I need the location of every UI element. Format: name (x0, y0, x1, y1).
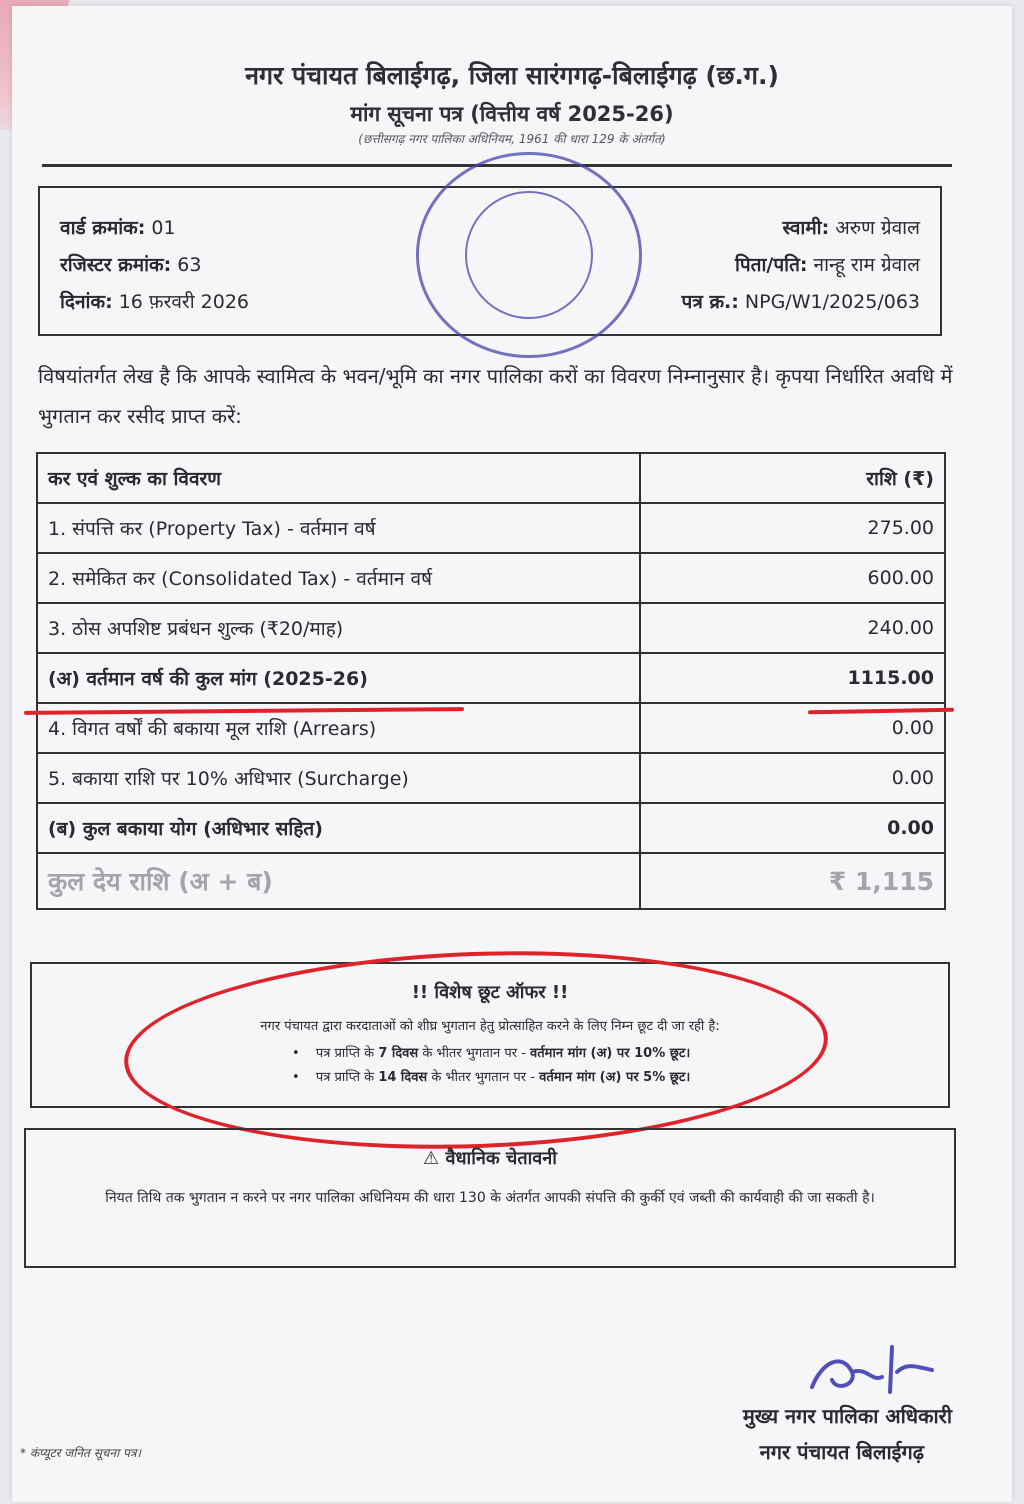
warning-title-text: वैधानिक चेतावनी (445, 1148, 557, 1169)
officer-designation: मुख्य नगर पालिका अधिकारी (742, 1404, 952, 1428)
row-amount: 0.00 (640, 803, 945, 853)
computer-generated-note: * कंप्यूटर जनित सूचना पत्र। (20, 1446, 142, 1460)
table-row (37, 753, 945, 803)
owner-value: अरुण ग्रेवाल (835, 217, 920, 239)
signature-scribble (802, 1342, 942, 1402)
legal-warning-box (24, 1128, 956, 1268)
row-amount: 1115.00 (640, 653, 945, 703)
seal-inner-ring (465, 191, 593, 319)
offer-description: नगर पंचायत द्वारा करदाताओं को शीघ्र भुगतान हेतु प्रोत्साहित करने के लिए निम्न छूट दी जा रही है: (260, 1019, 720, 1034)
row-amount: 240.00 (640, 603, 945, 653)
father-label: पिता/पति: (734, 254, 808, 276)
current-demand-total-row (37, 653, 945, 703)
row-amount: ₹ 1,115 (640, 853, 945, 909)
row-desc: 2. समेकित कर (Consolidated Tax) - वर्तमान वर्ष (37, 553, 640, 603)
offer-item-text: के भीतर भुगतान पर - (431, 1070, 535, 1085)
row-desc: कुल देय राशि (अ + ब) (37, 853, 640, 909)
row-desc: 1. संपत्ति कर (Property Tax) - वर्तमान वर्ष (37, 503, 640, 553)
header-desc: कर एवं शुल्क का विवरण (37, 453, 640, 503)
owner-row (682, 210, 920, 247)
register-row (60, 247, 249, 284)
table-header-row (37, 453, 945, 503)
letter-label: पत्र क्र.: (681, 291, 739, 313)
demand-notice-paper (12, 6, 1012, 1502)
row-desc: (अ) वर्तमान वर्ष की कुल मांग (2025-26) (37, 653, 640, 703)
row-desc: 5. बकाया राशि पर 10% अधिभार (Surcharge) (37, 753, 640, 803)
offer-item-text: पत्र प्राप्ति के (315, 1070, 375, 1085)
info-right-column (682, 210, 920, 321)
notice-subtitle: मांग सूचना पत्र (वित्तीय वर्ष 2025-26) (350, 102, 674, 126)
office-seal-stamp (416, 152, 642, 358)
row-amount: 275.00 (640, 503, 945, 553)
row-desc: (ब) कुल बकाया योग (अधिभार सहित) (37, 803, 640, 853)
arrears-total-row (37, 803, 945, 853)
offer-item-discount: वर्तमान मांग (अ) पर 10% छूट। (530, 1046, 691, 1061)
warning-icon: ⚠ (423, 1148, 440, 1169)
warning-text: नियत तिथि तक भुगतान न करने पर नगर पालिका अधिनियम की धारा 130 के अंतर्गत आपकी संपत्ति की कुर्की एवं जब्ती की कार्यवाही की जा सकती है। (105, 1190, 875, 1206)
table-row (37, 603, 945, 653)
row-amount: 0.00 (640, 753, 945, 803)
father-row (682, 247, 920, 284)
offer-title: !! विशेष छूट ऑफर !! (411, 982, 569, 1003)
offer-item-days: 7 दिवस (378, 1046, 419, 1061)
warning-title (26, 1146, 954, 1170)
owner-label: स्वामी: (782, 217, 830, 239)
offer-item-text: के भीतर भुगतान पर - (422, 1046, 526, 1061)
register-value: 63 (177, 254, 202, 276)
row-desc: 4. विगत वर्षों की बकाया मूल राशि (Arrears) (37, 703, 640, 753)
intro-paragraph: विषयांतर्गत लेख है कि आपके स्वामित्व के भवन/भूमि का नगर पालिका करों का विवरण निम्नानुसार है। कृपया निर्धारित अवधि में भुगतान कर रसीद प्राप्त करें: (38, 364, 953, 428)
grand-total-row (37, 853, 945, 909)
officer-office: नगर पंचायत बिलाईगढ़ (759, 1440, 924, 1464)
date-row (60, 284, 249, 321)
letter-row (682, 284, 920, 321)
date-value: 16 फ़रवरी 2026 (118, 291, 250, 313)
row-desc: 3. ठोस अपशिष्ट प्रबंधन शुल्क (₹20/माह) (37, 603, 640, 653)
tax-table (36, 452, 946, 910)
act-reference-note: (छत्तीसगढ़ नगर पालिका अधिनियम, 1961 की धारा 129 के अंतर्गत) (358, 132, 666, 146)
ward-row (60, 210, 249, 247)
row-amount: 0.00 (640, 703, 945, 753)
municipality-title: नगर पंचायत बिलाईगढ़, जिला सारंगगढ़-बिलाईगढ़ (छ.ग.) (245, 61, 779, 90)
ward-value: 01 (151, 217, 176, 239)
date-label: दिनांक: (60, 291, 113, 313)
table-row (37, 553, 945, 603)
info-left-column (60, 210, 249, 321)
register-label: रजिस्टर क्रमांक: (60, 254, 172, 276)
offer-item-text: पत्र प्राप्ति के (315, 1046, 375, 1061)
father-value: नान्हू राम ग्रेवाल (813, 254, 920, 276)
row-amount: 600.00 (640, 553, 945, 603)
ward-label: वार्ड क्रमांक: (60, 217, 146, 239)
header-amount: राशि (₹) (640, 453, 945, 503)
table-row (37, 503, 945, 553)
offer-item-days: 14 दिवस (378, 1070, 428, 1085)
offer-item-discount: वर्तमान मांग (अ) पर 5% छूट। (539, 1070, 691, 1085)
letter-value: NPG/W1/2025/063 (744, 291, 920, 313)
